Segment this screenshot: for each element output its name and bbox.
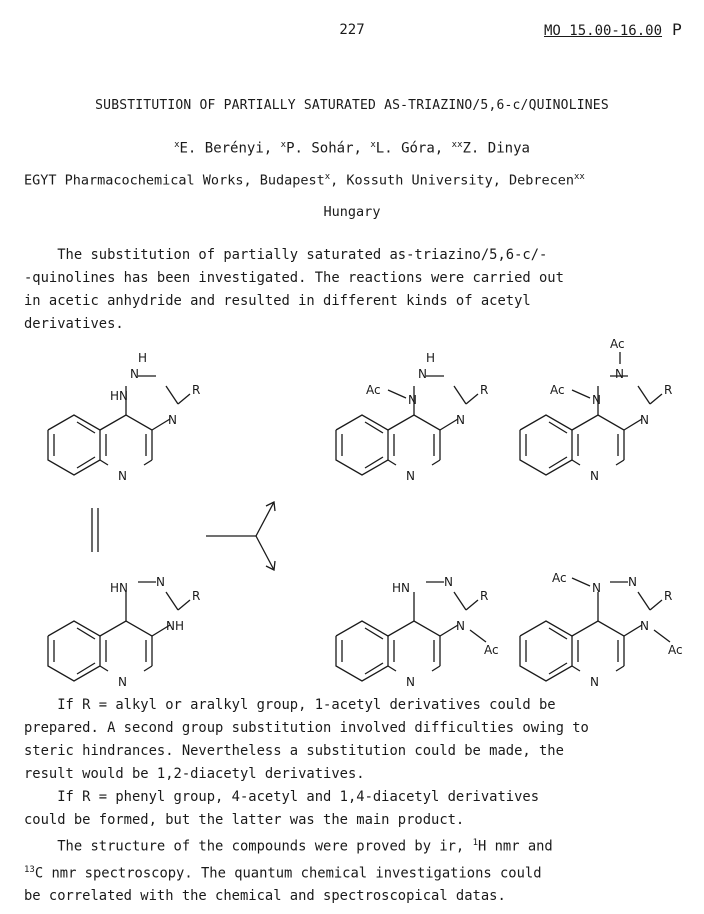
author-name: L. Góra <box>375 140 435 157</box>
atom-label: R <box>664 383 673 397</box>
atom-label: N <box>456 619 465 633</box>
atom-label: N <box>130 367 139 381</box>
body-paragraphs <box>24 694 684 908</box>
atom-label: N <box>444 575 453 589</box>
author-mark: xx <box>451 140 463 150</box>
atom-label: Ac <box>550 383 565 397</box>
author-name: E. Berényi <box>179 140 264 157</box>
reaction-scheme <box>0 337 704 689</box>
affiliation-mark: xx <box>574 172 585 182</box>
text-fragment: The structure of the compounds were proved by ir, <box>24 838 473 855</box>
text-line: prepared. A second group substitution involved difficulties owing to <box>24 720 589 736</box>
atom-label: N <box>640 413 649 427</box>
atom-label: Ac <box>552 571 567 585</box>
atom-label: N <box>592 393 601 407</box>
atom-label: R <box>480 589 489 603</box>
atom-label: Ac <box>484 643 499 657</box>
abstract-paragraph <box>24 244 684 336</box>
reaction-arrow <box>206 502 275 570</box>
authors-line: $^x$E. Berényi, $^x$P. Sohár, $^x$L. Góra, $^{xx}$Z. Dinya <box>174 140 530 157</box>
text-line: -quinolines has been investigated. The reactions were carried out <box>24 270 564 286</box>
atom-label: N <box>156 575 165 589</box>
author-name: Z. Dinya <box>462 140 530 157</box>
atom-label: Ac <box>366 383 381 397</box>
text-line: derivatives. <box>24 316 124 332</box>
atom-label: H <box>138 351 148 365</box>
atom-label: N <box>640 619 649 633</box>
atom-label: N <box>418 367 427 381</box>
atom-label: N <box>615 367 624 381</box>
affiliation-line: EGYT Pharmacochemical Works, Budapest$^x$, Kossuth University, Debrecen$^{xx}$ <box>24 172 585 189</box>
isotope-superscript: 13 <box>24 864 35 875</box>
paper-title: SUBSTITUTION OF PARTIALLY SATURATED AS-TRIAZINO/5,6-c/QUINOLINES <box>95 98 609 113</box>
session-letter: P <box>672 20 682 39</box>
session-label <box>544 20 682 39</box>
text-line: result would be 1,2-diacetyl derivatives. <box>24 766 365 782</box>
text-line: in acetic anhydride and resulted in different kinds of acetyl <box>24 293 531 309</box>
atom-label: N <box>168 413 177 427</box>
text-fragment: H nmr and <box>477 838 553 855</box>
atom-label: N <box>590 469 599 483</box>
atom-label: N <box>456 413 465 427</box>
atom-label: HN <box>110 389 128 403</box>
atom-label: HN <box>392 581 410 595</box>
atom-label: N <box>406 675 415 689</box>
affiliation-mark: x <box>324 172 331 182</box>
session-time: MO 15.00-16.00 <box>544 23 663 39</box>
atom-label: R <box>192 383 201 397</box>
text-fragment: C nmr spectroscopy. The quantum chemical investigations could <box>34 865 542 882</box>
author-mark: x <box>280 140 287 150</box>
atom-label: NH <box>166 619 184 633</box>
text-line: If R = phenyl group, 4-acetyl and 1,4-diacetyl derivatives <box>24 789 539 805</box>
atom-label: R <box>480 383 489 397</box>
atom-label: N <box>118 469 127 483</box>
atom-label: N <box>408 393 417 407</box>
author-name: P. Sohár <box>286 140 354 157</box>
atom-label: HN <box>110 581 128 595</box>
atom-label: R <box>664 589 673 603</box>
atom-label: H <box>426 351 436 365</box>
atom-label: Ac <box>668 643 683 657</box>
text-line: steric hindrances. Nevertheless a substitution could be made, the <box>24 743 564 759</box>
text-line: If R = alkyl or aralkyl group, 1-acetyl derivatives could be <box>24 697 556 713</box>
text-line <box>24 832 684 859</box>
affiliation-org2: Kossuth University, Debrecen <box>346 172 574 189</box>
text-line: could be formed, but the latter was the main product. <box>24 812 465 828</box>
text-line: The substitution of partially saturated as-triazino/5,6-c/- <box>24 247 548 263</box>
atom-label: N <box>118 675 127 689</box>
text-line: be correlated with the chemical and spectroscopical datas. <box>24 888 506 905</box>
author-mark: x <box>370 140 376 150</box>
page-number: 227 <box>339 22 365 38</box>
atom-label: N <box>406 469 415 483</box>
atom-label: R <box>192 589 201 603</box>
atom-label: N <box>592 581 601 595</box>
affiliation-org1: EGYT Pharmacochemical Works, Budapest <box>24 172 325 189</box>
equilibrium-arrows <box>92 508 98 552</box>
author-mark: x <box>174 140 180 150</box>
text-line <box>24 859 684 886</box>
atom-label: Ac <box>610 337 625 351</box>
affiliation-country: Hungary <box>323 204 381 220</box>
atom-label: N <box>590 675 599 689</box>
isotope-superscript: 1 <box>472 838 478 848</box>
atom-label: N <box>628 575 637 589</box>
